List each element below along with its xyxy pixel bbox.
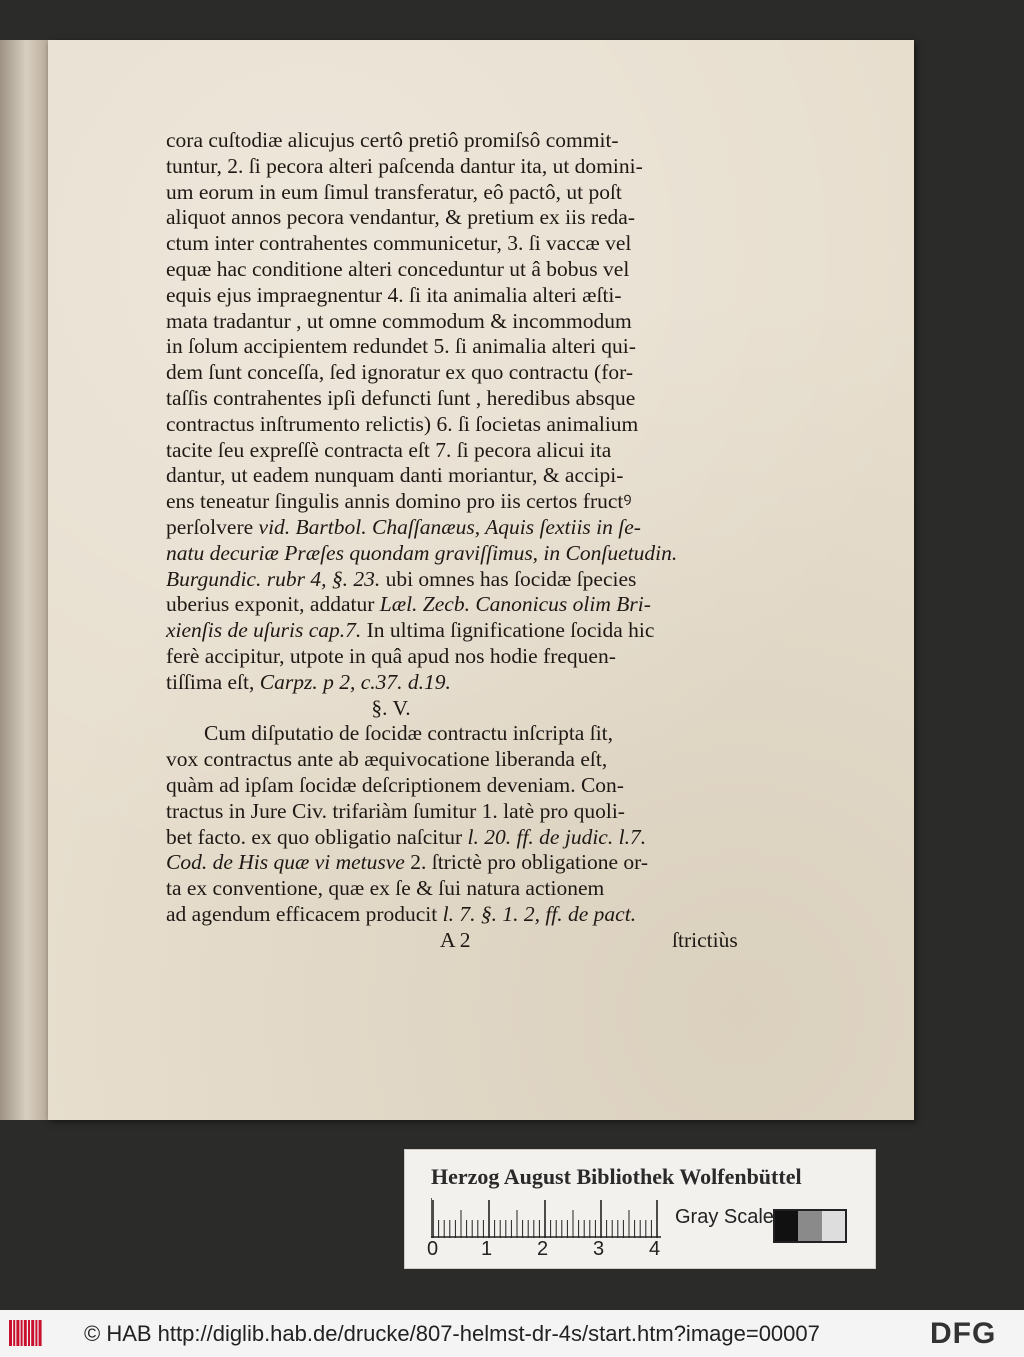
text-line: vox contractus ante ab æquivocatione liberanda eſt,: [166, 747, 608, 772]
logo-bar: [24, 1320, 27, 1346]
citation: Burgundic. rubr 4, §. 23.: [166, 566, 381, 591]
text-span: 2. ſtrictè pro obligatione or-: [404, 850, 649, 875]
text-line: um eorum in eum ſimul transferatur, eô pactô, ut poſt: [166, 179, 622, 204]
logo-bar: [13, 1320, 15, 1346]
logo-bar: [21, 1320, 23, 1346]
text-line: quàm ad ipſam ſocidæ deſcriptionem deveniam. Con-: [166, 772, 624, 797]
ruler-number: 3: [593, 1238, 605, 1260]
swatch-light: [822, 1211, 845, 1241]
logo-bar: [16, 1320, 19, 1346]
text-line: [166, 515, 756, 541]
dfg-logo: DFG: [930, 1317, 997, 1350]
text-line: [166, 850, 756, 876]
text-line: Cum diſputatio de ſocidæ contractu inſcripta ſit,: [204, 721, 614, 746]
library-title: Herzog August Bibliothek Wolfenbüttel: [431, 1164, 802, 1189]
text-line: equis ejus impraegnentur 4. ſi ita animalia alteri æſti-: [166, 282, 622, 307]
text-line: ens teneatur ſingulis annis domino pro iis certos fructꝰ: [166, 489, 632, 514]
text-span: ad agendum efficacem producit: [166, 901, 443, 926]
ruler-numbers: [425, 1238, 685, 1258]
color-scale-card: [404, 1149, 876, 1269]
logo-bar: [28, 1320, 30, 1346]
citation: vid. Bartbol. Chaſſanæus, Aquis ſextiis in ſe-: [258, 514, 641, 539]
citation: Læl. Zecb. Canonicus olim Bri-: [379, 592, 651, 617]
text-line: ctum inter contrahentes communicetur, 3. ſi vaccæ vel: [166, 231, 632, 256]
ruler-number: 2: [537, 1238, 549, 1260]
text-line: aliquot annos pecora vendantur, & pretium ex iis reda-: [166, 205, 636, 230]
signature-mark: A 2: [440, 927, 471, 952]
logo-bar: [9, 1320, 12, 1346]
text-line: dantur, ut eadem nunquam danti moriantur, & accipi-: [166, 463, 624, 488]
citation: l. 20. ff. de judic. l.7.: [467, 824, 647, 849]
catchword: ſtrictiùs: [672, 927, 738, 952]
text-line: taſſis contrahentes ipſi defuncti ſunt , heredibus absque: [166, 385, 636, 410]
text-line: tractus in Jure Civ. trifariàm ſumitur 1. latè pro quoli-: [166, 798, 625, 823]
ruler-number: 0: [427, 1238, 439, 1260]
text-line: cora cuſtodiæ alicujus certô pretiô promiſsô commit-: [166, 128, 619, 152]
swatch-mid: [798, 1211, 821, 1241]
text-span: perſolvere: [166, 514, 259, 539]
citation: xienſis de uſuris cap.7.: [166, 618, 362, 643]
text-line: equæ hac conditione alteri conceduntur ut â bobus vel: [166, 256, 630, 281]
text-line: [166, 592, 756, 618]
ruler-number: 4: [649, 1238, 661, 1260]
text-line: tuntur, 2. ſi pecora alteri paſcenda dantur ita, ut domini-: [166, 153, 643, 178]
copyright-link[interactable]: © HAB http://diglib.hab.de/drucke/807-helmst-dr-4s/start.htm?image=00007: [84, 1321, 820, 1346]
gray-scale-label: Gray Scale: [675, 1206, 774, 1228]
ruler-icon: [431, 1198, 673, 1238]
footer-bar: [0, 1310, 1024, 1357]
text-line: contractus inſtrumento relictis) 6. ſi ſocietas animalium: [166, 411, 639, 436]
hab-barcode-logo-icon: [8, 1318, 46, 1348]
section-heading: §. V.: [371, 695, 411, 720]
text-line: [166, 567, 756, 593]
text-line: mata tradantur , ut omne commodum & incommodum: [166, 308, 632, 333]
text-line: in ſolum accipientem redundet 5. ſi animalia alteri qui-: [166, 334, 636, 359]
gray-scale-swatch: [773, 1209, 847, 1243]
logo-bar: [39, 1320, 42, 1346]
logo-bar: [35, 1320, 37, 1346]
page-footer: [166, 928, 756, 954]
citation-line: natu decuriæ Præſes quondam graviſſimus, in Conſuetudin.: [166, 540, 678, 565]
text-span: bet facto. ex quo obligatio naſcitur: [166, 824, 468, 849]
facing-page-edge: [0, 40, 48, 1120]
text-line: [166, 902, 756, 928]
swatch-dark: [775, 1211, 798, 1241]
text-line: tacite ſeu expreſſè contracta eſt 7. ſi pecora alicui ita: [166, 437, 612, 462]
text-line: [166, 670, 756, 696]
page-text: [166, 128, 756, 954]
ruler-number: 1: [481, 1238, 493, 1260]
logo-bar: [31, 1320, 34, 1346]
text-span: tiſſima eſt,: [166, 669, 260, 694]
text-line: [166, 618, 756, 644]
text-line: dem ſunt conceſſa, ſed ignoratur ex quo contractu (for-: [166, 360, 634, 385]
text-span: In ultima ſignificatione ſocida hic: [361, 618, 655, 643]
text-span: ubi omnes has ſocidæ ſpecies: [380, 566, 637, 591]
text-line: ferè accipitur, utpote in quâ apud nos hodie frequen-: [166, 643, 616, 668]
citation: Cod. de His quæ vi metusve: [166, 850, 405, 875]
citation: Carpz. p 2, c.37. d.19.: [259, 669, 451, 694]
text-line: ta ex conventione, quæ ex ſe & ſui natura actionem: [166, 876, 605, 901]
citation: l. 7. §. 1. 2, ff. de pact.: [442, 901, 637, 926]
text-line: [166, 825, 756, 851]
text-span: uberius exponit, addatur: [166, 592, 380, 617]
